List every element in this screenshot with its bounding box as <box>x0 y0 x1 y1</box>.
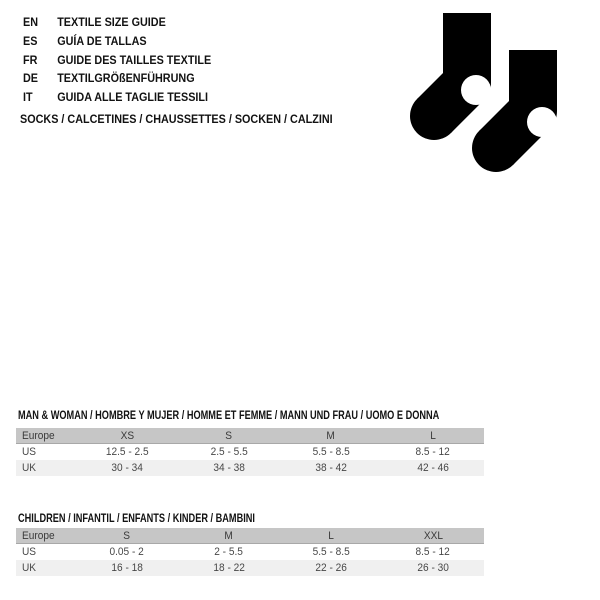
region-cell <box>16 446 76 458</box>
value-cell <box>280 562 382 574</box>
region-cell <box>16 462 76 474</box>
size-value: 2.5 - 5.5 <box>210 446 248 458</box>
value-cell <box>382 562 484 574</box>
front-sock-toe <box>472 124 520 172</box>
value-cell <box>178 462 280 474</box>
size-value: 8.5 - 12 <box>415 446 451 458</box>
language-code: ES <box>23 34 38 49</box>
header-cell-size <box>382 430 484 442</box>
table-title-children: CHILDREN / INFANTIL / ENFANTS / KINDER / BAMBINI <box>18 513 255 525</box>
region-label: UK <box>22 462 37 474</box>
language-code: EN <box>23 15 39 30</box>
header-label: XXL <box>423 529 443 542</box>
header-label: M <box>224 529 234 542</box>
language-label: TEXTILGRÖßENFÜHRUNG <box>57 71 195 86</box>
language-label: GUÍA DE TALLAS <box>57 34 147 49</box>
value-cell <box>76 462 178 474</box>
size-value: 34 - 38 <box>213 462 245 474</box>
language-code: FR <box>23 52 38 67</box>
language-label: GUIDE DES TAILLES TEXTILE <box>57 52 212 67</box>
language-label: TEXTILE SIZE GUIDE <box>57 15 166 30</box>
language-code: IT <box>23 90 33 105</box>
header-cell-size <box>178 530 280 542</box>
value-cell <box>382 446 484 458</box>
value-cell <box>178 562 280 574</box>
header-label: Europe <box>22 529 55 542</box>
table-row-uk <box>16 460 484 476</box>
socks-icon <box>400 0 570 200</box>
size-value: 5.5 - 8.5 <box>312 446 350 458</box>
table-header-row <box>16 528 484 544</box>
header-cell-size <box>76 430 178 442</box>
language-row-it <box>23 88 211 107</box>
back-sock-heel-cutout <box>461 75 491 105</box>
size-value: 38 - 42 <box>315 462 347 474</box>
header-cell-size <box>178 430 280 442</box>
language-row-en <box>23 13 211 32</box>
value-cell <box>178 446 280 458</box>
size-value: 18 - 22 <box>213 562 245 574</box>
header-label: S <box>225 429 233 442</box>
size-value: 30 - 34 <box>111 462 143 474</box>
region-cell <box>16 562 76 574</box>
value-cell <box>280 446 382 458</box>
table-row-us <box>16 544 484 560</box>
language-row-es <box>23 32 211 51</box>
front-sock-heel-cutout <box>527 107 557 137</box>
product-category-line: SOCKS / CALCETINES / CHAUSSETTES / SOCKEN / CALZINI <box>20 112 333 126</box>
value-cell <box>280 546 382 558</box>
value-cell <box>76 446 178 458</box>
language-list <box>23 13 232 106</box>
value-cell <box>382 462 484 474</box>
table-title-man-woman: MAN & WOMAN / HOMBRE Y MUJER / HOMME ET FEMME / MANN UND FRAU / UOMO E DONNA <box>18 410 440 422</box>
header-cell-size <box>382 530 484 542</box>
size-value: 22 - 26 <box>315 562 347 574</box>
table-row-uk <box>16 560 484 576</box>
header-label: XS <box>120 429 134 442</box>
region-label: UK <box>22 562 37 574</box>
region-label: US <box>22 546 37 558</box>
value-cell <box>280 462 382 474</box>
size-value: 0.05 - 2 <box>109 546 145 558</box>
size-value: 8.5 - 12 <box>415 546 451 558</box>
region-label: US <box>22 446 37 458</box>
size-value: 16 - 18 <box>111 562 143 574</box>
header-label: S <box>123 529 131 542</box>
size-value: 5.5 - 8.5 <box>312 546 350 558</box>
size-value: 42 - 46 <box>417 462 449 474</box>
header-label: M <box>326 429 336 442</box>
language-code: DE <box>23 71 39 86</box>
header-cell-region <box>16 530 76 542</box>
back-sock-toe <box>410 92 458 140</box>
header-label: L <box>328 529 334 542</box>
value-cell <box>76 546 178 558</box>
value-cell <box>178 546 280 558</box>
language-label: GUIDA ALLE TAGLIE TESSILI <box>57 90 209 105</box>
size-table-children <box>16 528 484 576</box>
size-table-man-woman <box>16 428 484 476</box>
header-cell-size <box>76 530 178 542</box>
header-label: Europe <box>22 429 55 442</box>
header-cell-size <box>280 430 382 442</box>
table-header-row <box>16 428 484 444</box>
header-cell-size <box>280 530 382 542</box>
size-value: 26 - 30 <box>417 562 449 574</box>
size-value: 2 - 5.5 <box>214 546 244 558</box>
table-row-us <box>16 444 484 460</box>
language-row-fr <box>23 50 211 69</box>
header-cell-region <box>16 430 76 442</box>
language-row-de <box>23 69 211 88</box>
region-cell <box>16 546 76 558</box>
value-cell <box>76 562 178 574</box>
value-cell <box>382 546 484 558</box>
header-label: L <box>430 429 436 442</box>
size-value: 12.5 - 2.5 <box>105 446 149 458</box>
